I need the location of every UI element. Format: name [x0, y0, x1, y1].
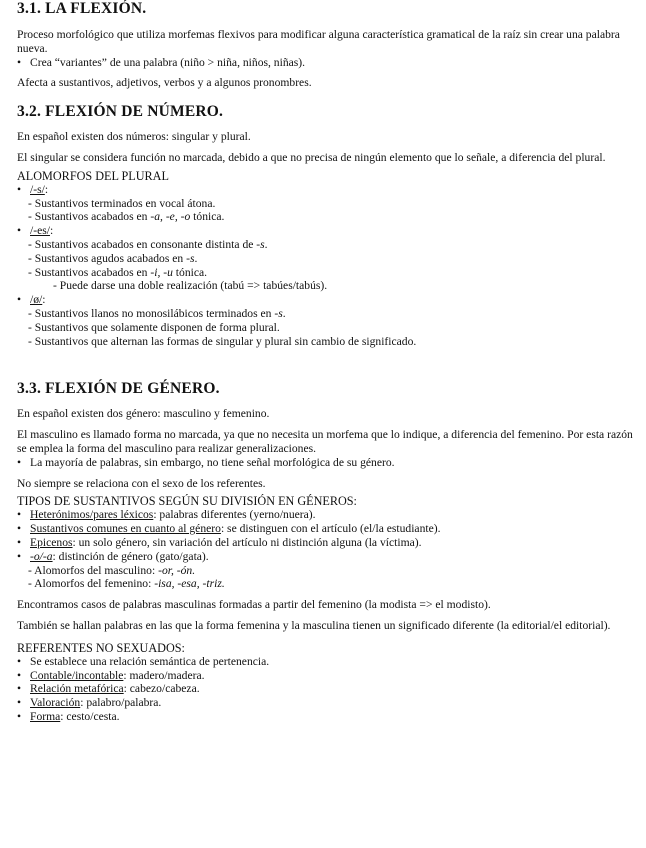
- paragraph: El singular se considera función no marcada, debido a que no precisa de ningún elemento que lo señale, a diferencia del plural.: [17, 150, 606, 164]
- section-title-genero: 3.3. FLEXIÓN DE GÉNERO.: [17, 380, 220, 398]
- allomorph-label: /-es/: [30, 224, 50, 238]
- term: Relación metafórica: [30, 682, 124, 696]
- allomorph-label: /ø/: [30, 293, 43, 307]
- paragraph: El masculino es llamado forma no marcada, ya que no necesita un morfema que lo indique, a diferencia del femenino. Por esta razón se emplea la forma del masculino para realizar generalizaciones.: [17, 428, 633, 455]
- list-subitem: - Sustantivos que alternan las formas de singular y plural sin cambio de significado.: [28, 334, 417, 348]
- list-subitem: - Sustantivos llanos no monosilábicos terminados en -s.: [28, 306, 286, 320]
- list-item: • La mayoría de palabras, sin embargo, no tiene señal morfológica de su género.: [17, 455, 395, 469]
- list-subitem: - Alomorfos del masculino: -or, -ón.: [28, 563, 196, 577]
- list-item: • Sustantivos comunes en cuanto al género: se distinguen con el artículo (el/la estudiante).: [17, 522, 441, 536]
- list-item: • /-s/:: [17, 182, 49, 196]
- term: Contable/incontable: [30, 668, 124, 682]
- list-subitem: - Sustantivos acabados en consonante distinta de -s.: [28, 237, 268, 251]
- list-item: • -o/-a: distinción de género (gato/gata).: [17, 549, 209, 563]
- list-item: • Contable/incontable: madero/madera.: [17, 668, 205, 682]
- paragraph: Afecta a sustantivos, adjetivos, verbos y a algunos pronombres.: [17, 76, 312, 90]
- term: Heterónimos/pares léxicos: [30, 508, 154, 522]
- paragraph: Proceso morfológico que utiliza morfemas flexivos para modificar alguna característica gramatical de la raíz sin crear una palabra nueva.: [17, 28, 620, 55]
- list-subitem: - Sustantivos que solamente disponen de forma plural.: [28, 320, 280, 334]
- list-subitem: - Sustantivos terminados en vocal átona.: [28, 196, 216, 210]
- term: -o/-a: [30, 549, 53, 563]
- term: Sustantivos comunes en cuanto al género: [30, 522, 221, 536]
- list-subitem: - Sustantivos acabados en -i, -u tónica.: [28, 265, 208, 279]
- list-subitem: - Sustantivos acabados en -a, -e, -o tónica.: [28, 210, 225, 224]
- allomorph-label: /-s/: [30, 182, 45, 196]
- list-item: • Se establece una relación semántica de pertenencia.: [17, 654, 270, 668]
- list-subitem: - Sustantivos agudos acabados en -s.: [28, 251, 198, 265]
- subheading: REFERENTES NO SEXUADOS:: [17, 640, 185, 655]
- paragraph: Encontramos casos de palabras masculinas formadas a partir del femenino (la modista => el modisto).: [17, 598, 491, 612]
- list-item: • Heterónimos/pares léxicos: palabras diferentes (yerno/nuera).: [17, 508, 316, 522]
- subheading: ALOMORFOS DEL PLURAL: [17, 168, 169, 183]
- section-title-numero: 3.2. FLEXIÓN DE NÚMERO.: [17, 103, 224, 121]
- list-item: • Relación metafórica: cabezo/cabeza.: [17, 682, 200, 696]
- subheading: TIPOS DE SUSTANTIVOS SEGÚN SU DIVISIÓN EN GÉNEROS:: [17, 494, 357, 509]
- paragraph: No siempre se relaciona con el sexo de los referentes.: [17, 476, 266, 490]
- list-item: • /ø/:: [17, 293, 46, 307]
- paragraph: También se hallan palabras en las que la forma femenina y la masculina tienen un significado diferente (la editorial/el editorial).: [17, 618, 611, 632]
- list-subsubitem: - Puede darse una doble realización (tabú => tabúes/tabús).: [53, 279, 328, 293]
- list-item: • Forma: cesto/cesta.: [17, 709, 120, 723]
- term: Valoración: [30, 696, 81, 710]
- list-item: • Valoración: palabro/palabra.: [17, 696, 162, 710]
- section-title-flexion: 3.1. LA FLEXIÓN.: [17, 0, 147, 17]
- term: Epicenos: [30, 535, 73, 549]
- document-page: [17, 0, 637, 724]
- paragraph: En español existen dos números: singular y plural.: [17, 130, 251, 144]
- list-subitem: - Alomorfos del femenino: -isa, -esa, -triz.: [28, 577, 225, 591]
- list-item-text: Crea “variantes” de una palabra (niño > niña, niños, niñas).: [30, 55, 306, 69]
- list-item: • Crea “variantes” de una palabra (niño > niña, niños, niñas).: [17, 55, 306, 69]
- paragraph: En español existen dos género: masculino y femenino.: [17, 407, 270, 421]
- list-item: • /-es/:: [17, 224, 54, 238]
- list-item: • Epicenos: un solo género, sin variación del artículo ni distinción alguna (la víctima).: [17, 535, 422, 549]
- term: Forma: [30, 709, 61, 723]
